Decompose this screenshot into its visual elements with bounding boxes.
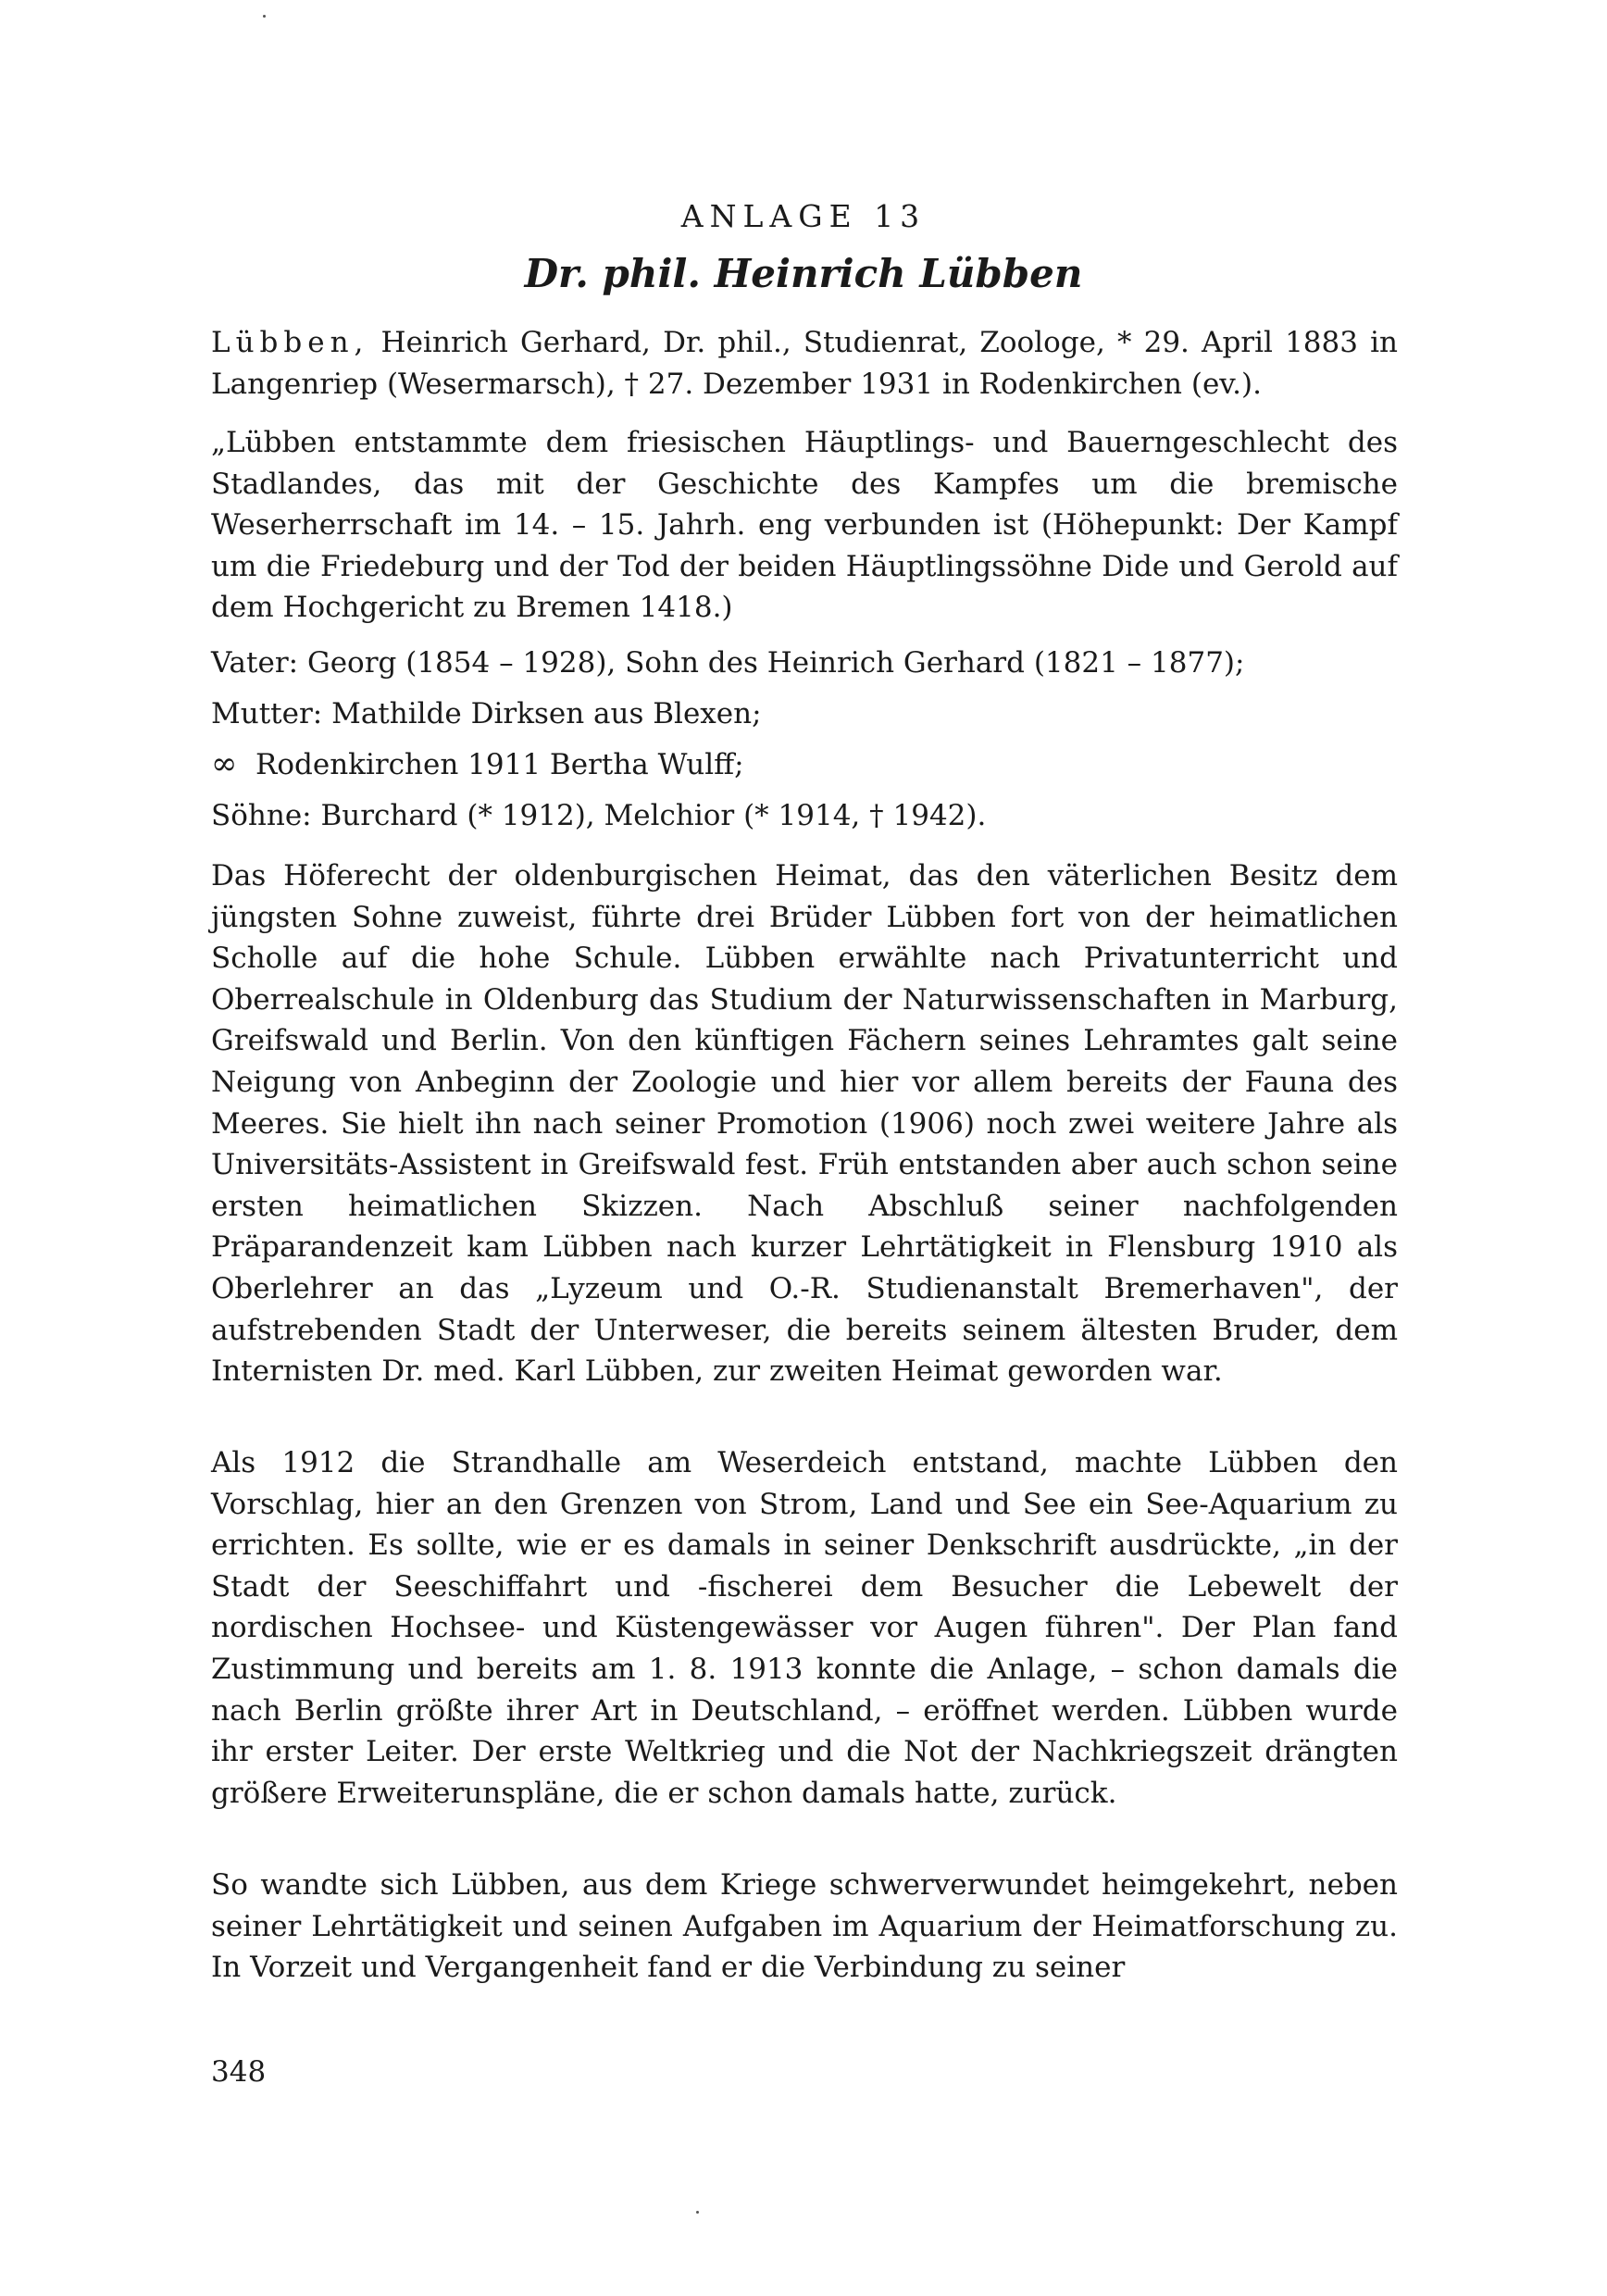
marriage-text: Rodenkirchen 1911 Bertha Wulff; (255, 748, 744, 782)
quote-block (211, 422, 1398, 629)
bio-details: Heinrich Gerhard, Dr. phil., Studienrat, Zoologe, * 29. April 1883 in Langenriep (Wesermarsch), † 27. Dezember 1931 in Rodenkirchen (ev.). (211, 326, 1398, 401)
marriage-line (211, 743, 1398, 786)
sons-line: Söhne: Burchard (* 1912), Melchior (* 1914, † 1942). (211, 798, 987, 832)
scan-speck (696, 2211, 699, 2214)
body-paragraph-2 (211, 1442, 1398, 1814)
body-text: Als 1912 die Strandhalle am Weserdeich entstand, machte Lübben den Vorschlag, hier an den Grenzen von Strom, Land und See ein See-Aquarium zu errichten. Es sollte, wie er es damals in seiner Denkschrift ausdrückte, „in der Stadt der Seeschiffahrt und -fischerei dem Besucher die Lebewelt der nordischen Hochsee- und Küstengewässer vor Augen führen". Der Plan fand Zustimmung und bereits am 1. 8. 1913 konnte die Anlage, – schon damals die nach Berlin größte ihrer Art in Deutschland, – eröffnet werden. Lübben wurde ihr erster Leiter. Der erste Weltkrieg und die Not der Nachkriegszeit drängten größere Erweiterunspläne, die er schon damals hatte, zurück. (211, 1446, 1398, 1810)
page-number: 348 (211, 2055, 267, 2089)
appendix-label: ANLAGE 13 (680, 198, 927, 234)
scan-speck (263, 15, 266, 18)
marriage-symbol: ∞ (211, 745, 238, 783)
page-title: Dr. phil. Heinrich Lübben (524, 251, 1083, 296)
body-text: Das Höferecht der oldenburgischen Heimat, das den väterlichen Besitz dem jüngsten Sohne zuweist, führte drei Brüder Lübben fort von der heimatlichen Scholle auf die hohe Schule. Lübben erwählte nach Privatunterricht und Oberrealschule in Oldenburg das Studium der Naturwissenschaften in Marburg, Greifswald und Berlin. Von den künftigen Fächern seines Lehramtes galt seine Neigung von Anbeginn der Zoologie und hier vor allem bereits der Fauna des Meeres. Sie hielt ihn nach seiner Promotion (1906) noch zwei weitere Jahre als Universitäts-Assistent in Greifswald fest. Früh entstanden aber auch schon seine ersten heimatlichen Skizzen. Nach Abschluß seiner nachfolgenden Präparandenzeit kam Lübben nach kurzer Lehrtätigkeit in Flensburg 1910 als Oberlehrer an das „Lyzeum und O.-R. Studienanstalt Bremerhaven", der aufstrebenden Stadt der Unterweser, die bereits seinem ältesten Bruder, dem Internisten Dr. med. Karl Lübben, zur zweiten Heimat geworden war. (211, 859, 1398, 1389)
bio-entry (211, 322, 1398, 405)
bio-paragraph (211, 322, 1398, 405)
bio-name: Lübben, (211, 326, 369, 359)
quote-paragraph: „Lübben entstammte dem friesischen Häuptlings- und Bauerngeschlecht des Stadlandes, das mit der Geschichte des Kampfes um die bremische Weserherrschaft im 14. – 15. Jahrh. eng verbunden ist (Höhepunkt: Der Kampf um die Friedeburg und der Tod der beiden Häuptlingssöhne Dide und Gerold auf dem Hochgericht zu Bremen 1418.) (211, 426, 1398, 625)
family-block (211, 643, 1398, 836)
body-paragraph-1 (211, 855, 1398, 1392)
body-paragraph-3 (211, 1865, 1398, 1989)
body-text: So wandte sich Lübben, aus dem Kriege schwerverwundet heimgekehrt, neben seiner Lehrtätigkeit und seinen Aufgaben im Aquarium der Heimatforschung zu. In Vorzeit und Vergangenheit fand er die Verbindung zu seiner (211, 1868, 1398, 1985)
father-line: Vater: Georg (1854 – 1928), Sohn des Heinrich Gerhard (1821 – 1877); (211, 646, 1245, 680)
mother-line: Mutter: Mathilde Dirksen aus Blexen; (211, 696, 762, 730)
